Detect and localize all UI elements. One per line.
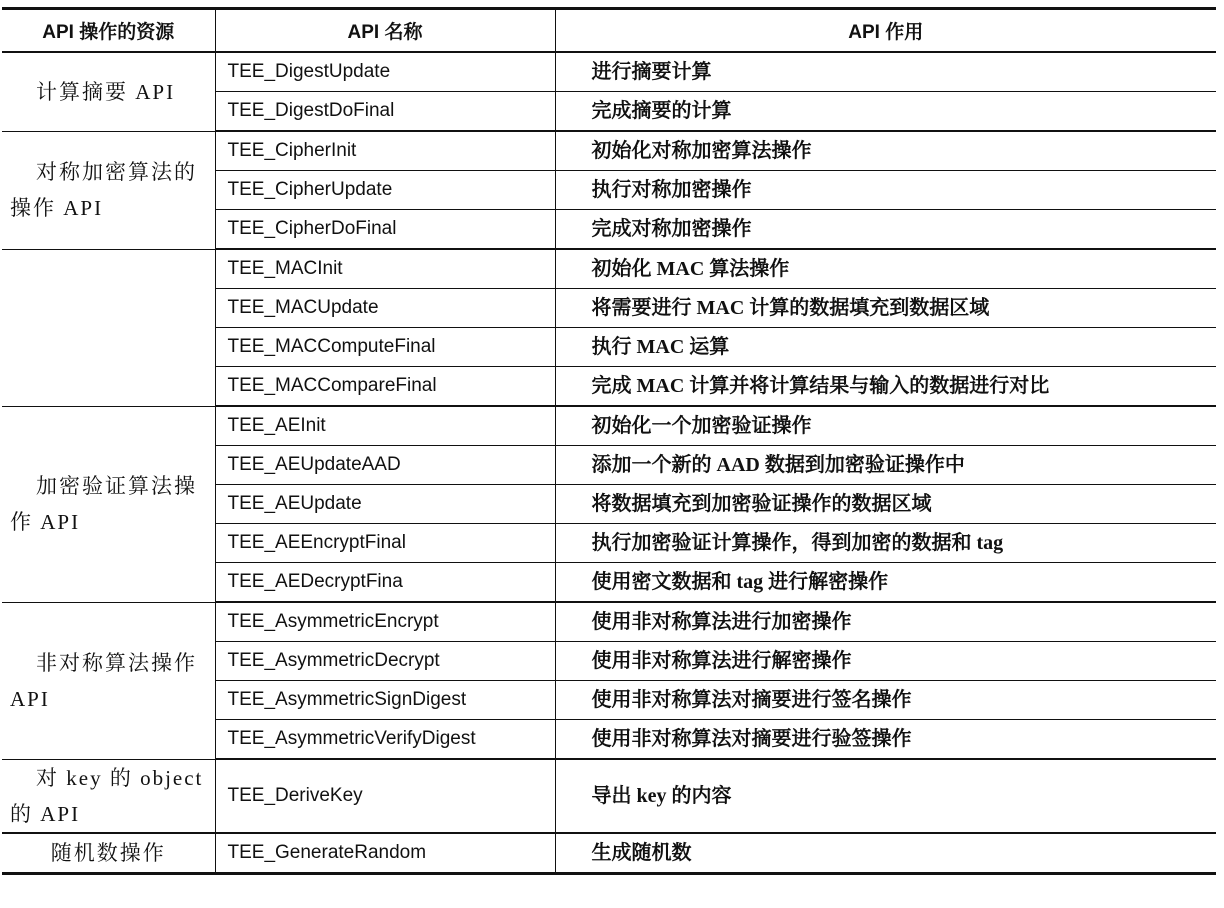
resource-group-cell: 加密验证算法操作 API [2, 406, 215, 602]
api-purpose-cell: 使用非对称算法进行加密操作 [555, 602, 1216, 642]
api-name-cell: TEE_AEEncryptFinal [215, 524, 555, 563]
api-purpose-cell: 使用非对称算法对摘要进行验签操作 [555, 720, 1216, 760]
api-name-cell: TEE_GenerateRandom [215, 833, 555, 874]
table-row [2, 759, 1216, 833]
api-purpose-cell: 完成对称加密操作 [555, 210, 1216, 250]
api-purpose-cell: 完成摘要的计算 [555, 92, 1216, 132]
resource-group-cell: 随机数操作 [2, 833, 215, 874]
api-name-cell: TEE_AsymmetricSignDigest [215, 681, 555, 720]
header-resource: API 操作的资源 [2, 9, 215, 53]
api-purpose-cell: 使用密文数据和 tag 进行解密操作 [555, 563, 1216, 603]
api-name-cell: TEE_AEUpdateAAD [215, 446, 555, 485]
api-name-cell: TEE_AsymmetricDecrypt [215, 642, 555, 681]
api-purpose-cell: 进行摘要计算 [555, 52, 1216, 92]
api-purpose-cell: 导出 key 的内容 [555, 759, 1216, 833]
api-purpose-cell: 执行加密验证计算操作，得到加密的数据和 tag [555, 524, 1216, 563]
api-name-cell: TEE_CipherDoFinal [215, 210, 555, 250]
api-purpose-cell: 使用非对称算法对摘要进行签名操作 [555, 681, 1216, 720]
resource-group-cell: 对称加密算法的操作 API [2, 131, 215, 249]
table-body [2, 52, 1216, 873]
resource-group-cell: 对 key 的 object 的 API [2, 759, 215, 833]
api-purpose-cell: 生成随机数 [555, 833, 1216, 874]
api-purpose-cell: 添加一个新的 AAD 数据到加密验证操作中 [555, 446, 1216, 485]
header-api-name: API 名称 [215, 9, 555, 53]
table-row [2, 833, 1216, 874]
api-table [2, 7, 1216, 875]
api-name-cell: TEE_MACUpdate [215, 289, 555, 328]
api-name-cell: TEE_AsymmetricVerifyDigest [215, 720, 555, 760]
table-row [2, 602, 1216, 642]
api-purpose-cell: 初始化一个加密验证操作 [555, 406, 1216, 446]
table-row [2, 131, 1216, 171]
table-row [2, 406, 1216, 446]
api-purpose-cell: 使用非对称算法进行解密操作 [555, 642, 1216, 681]
api-purpose-cell: 初始化 MAC 算法操作 [555, 249, 1216, 289]
api-name-cell: TEE_CipherUpdate [215, 171, 555, 210]
header-api-purpose: API 作用 [555, 9, 1216, 53]
api-purpose-cell: 执行 MAC 运算 [555, 328, 1216, 367]
resource-group-cell: 非对称算法操作 API [2, 602, 215, 759]
resource-group-cell [2, 249, 215, 406]
api-name-cell: TEE_MACComputeFinal [215, 328, 555, 367]
api-name-cell: TEE_AEUpdate [215, 485, 555, 524]
api-name-cell: TEE_AEDecryptFina [215, 563, 555, 603]
api-purpose-cell: 初始化对称加密算法操作 [555, 131, 1216, 171]
api-purpose-cell: 执行对称加密操作 [555, 171, 1216, 210]
api-name-cell: TEE_AEInit [215, 406, 555, 446]
api-purpose-cell: 将需要进行 MAC 计算的数据填充到数据区域 [555, 289, 1216, 328]
api-name-cell: TEE_AsymmetricEncrypt [215, 602, 555, 642]
resource-group-cell: 计算摘要 API [2, 52, 215, 131]
api-name-cell: TEE_MACCompareFinal [215, 367, 555, 407]
api-purpose-cell: 将数据填充到加密验证操作的数据区域 [555, 485, 1216, 524]
table-row [2, 249, 1216, 289]
api-name-cell: TEE_MACInit [215, 249, 555, 289]
table-header [2, 9, 1216, 53]
header-row [2, 9, 1216, 53]
api-name-cell: TEE_DeriveKey [215, 759, 555, 833]
api-name-cell: TEE_CipherInit [215, 131, 555, 171]
api-name-cell: TEE_DigestDoFinal [215, 92, 555, 132]
api-purpose-cell: 完成 MAC 计算并将计算结果与输入的数据进行对比 [555, 367, 1216, 407]
table-row [2, 52, 1216, 92]
api-name-cell: TEE_DigestUpdate [215, 52, 555, 92]
